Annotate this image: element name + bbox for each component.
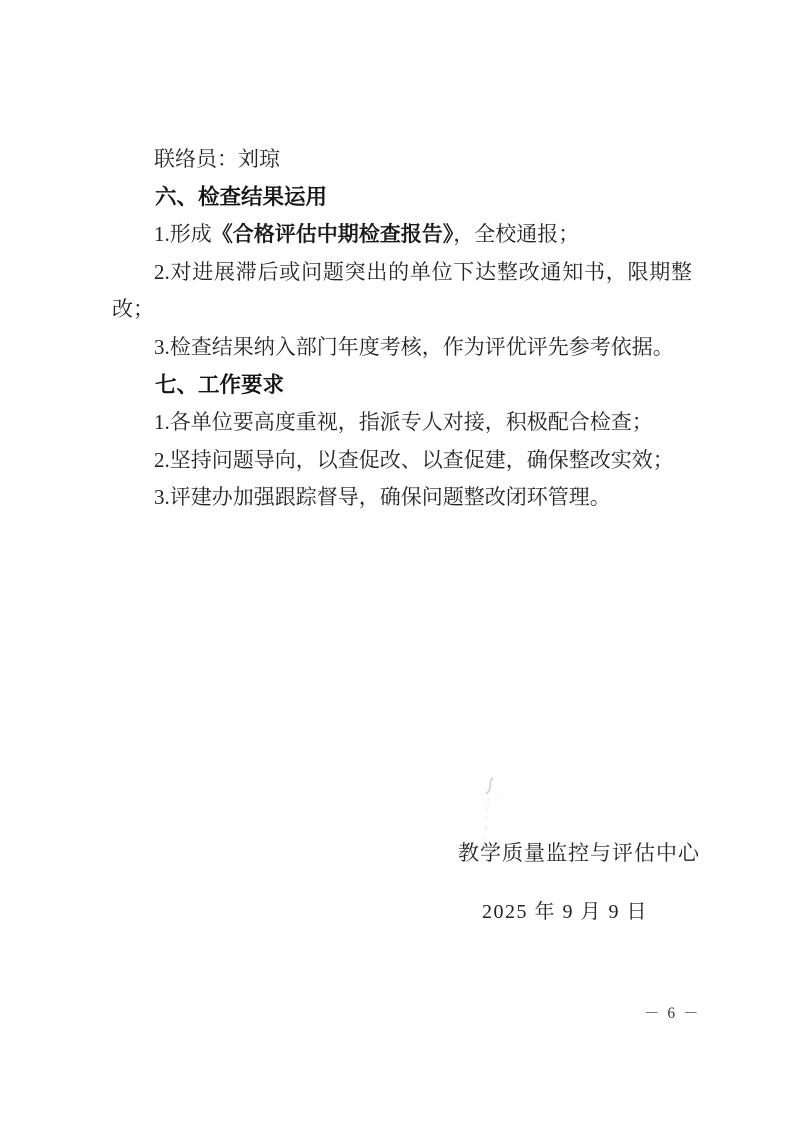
section-7-heading: 七、工作要求 — [155, 372, 285, 397]
signature-block — [458, 840, 700, 925]
section-6-item-1-prefix: 1.形成 — [154, 222, 212, 247]
section-7-item-2: 2.坚持问题导向，以查促改、以查促建，确保整改实效； — [154, 447, 674, 472]
section-6-item-1-suffix: ，全校通报； — [453, 222, 580, 247]
document-body — [112, 141, 692, 517]
section-6-item-2: 2.对进展滞后或问题突出的单位下达整改通知书，限期整改； — [112, 259, 692, 322]
section-7-item-3: 3.评建办加强跟踪督导，确保问题整改闭环管理。 — [154, 485, 611, 510]
page-number: － 6 － — [644, 1005, 701, 1022]
signature-department: 教学质量监控与评估中心 — [458, 841, 700, 865]
ink-smudge-mark — [469, 774, 509, 842]
section-6-heading: 六、检查结果运用 — [155, 184, 328, 209]
section-7-item-1: 1.各单位要高度重视，指派专人对接，积极配合检查； — [154, 410, 653, 435]
report-title: 《合格评估中期检查报告》 — [211, 222, 454, 247]
section-6-item-1 — [112, 216, 692, 254]
contact-line: 联络员：刘琼 — [154, 147, 280, 171]
section-6-item-3: 3.检查结果纳入部门年度考核，作为评优评先参考依据。 — [154, 334, 674, 359]
signature-date: 2025 年 9 月 9 日 — [482, 901, 648, 923]
